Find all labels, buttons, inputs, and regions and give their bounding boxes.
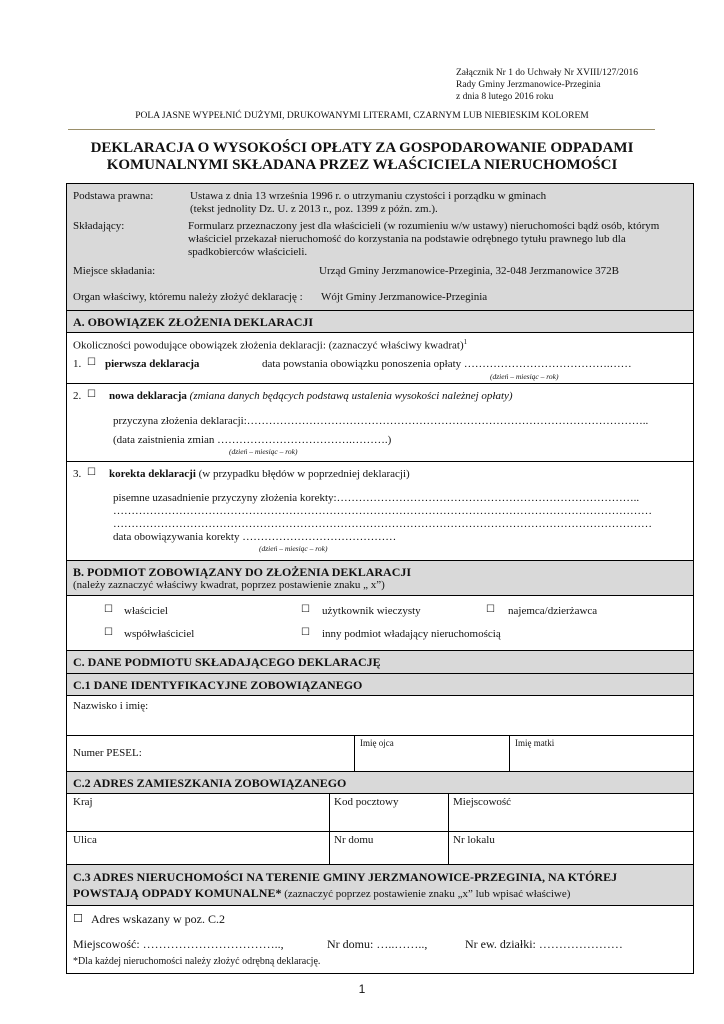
postal-code-field[interactable] [329,794,399,831]
correction-date-field[interactable]: data obowiązywania korekty …………………………………… [113,531,397,543]
house-number-field[interactable] [329,832,374,864]
option-number: 3. [73,468,82,480]
name-field[interactable] [67,696,693,736]
tenant-checkbox[interactable]: ☐ [486,604,495,615]
correction-note: (w przypadku błędów w poprzedniej deklaracji) [198,468,410,480]
header-line: Załącznik Nr 1 do Uchwały Nr XVIII/127/2016 [456,68,639,78]
title-line: KOMUNALNYMI SKŁADANA PRZEZ WŁAŚCICIELA NIERUCHOMOŚCI [106,157,618,173]
intro-section [67,184,693,311]
podstawa-value: (tekst jednolity Dz. U. z 2013 r., poz. 1399 z późn. zm.). [190,203,438,215]
section-c-heading: C. DANE PODMIOTU SKŁADAJĄCEGO DEKLARACJĘ [67,651,693,674]
parcel-number-field[interactable]: Nr ew. działki: ………………… [465,937,623,951]
change-date-field[interactable]: (data zaistnienia zmian ……………………………….……….) [113,434,392,446]
header-line: z dnia 8 lutego 2016 roku [456,92,554,102]
father-name-field[interactable] [354,736,394,771]
section-c1-heading: C.1 DANE IDENTYFIKACYJNE ZOBOWIĄZANEGO [67,674,693,696]
section-c3-heading [67,865,693,906]
new-declaration-note: (zmiana danych będących podstawą ustalenia wysokości należnej opłaty) [189,390,513,402]
postal-code-label: Kod pocztowy [334,796,399,808]
divider [68,129,655,130]
footnote-ref: 1 [463,338,468,346]
date-hint: (dzień – miesiąc – rok) [490,372,559,381]
street-label[interactable]: Ulica [73,834,97,846]
house-number-label: Nr domu [334,834,374,846]
section-b-title: B. PODMIOT ZOBOWIĄZANY DO ZŁOŻENIA DEKLARACJI [73,565,412,579]
section-c3-title: C.3 ADRES NIERUCHOMOŚCI NA TERENIE GMINY JERZMANOWICE-PRZEGINIA, NA KTÓREJ [73,870,618,884]
pesel-row [67,736,693,772]
correction-reason-field[interactable]: pisemne uzasadnienie przyczyny złożenia korekty:……………………………………………………………………….. [113,492,640,504]
owner-label: właściciel [124,605,168,617]
organ-label: Organ właściwy, któremu należy złożyć deklarację : [73,291,303,303]
other-entity-label: inny podmiot władający nieruchomością [322,628,501,640]
mother-name-field[interactable] [509,736,555,771]
section-c3-subtitle [73,886,570,901]
section-b-subtitle: (należy zaznaczyć właściwy kwadrat, poprzez postawienie znaku „ x”) [73,579,385,591]
correction-text [109,468,410,480]
correction-reason-line[interactable]: ………………………………………………………………………………………………………………………………… [113,505,652,517]
correction-label: korekta deklaracji [109,468,196,480]
country-label[interactable]: Kraj [73,796,93,808]
skladajacy-value: spadkobierców właścicieli. [188,246,308,258]
co-owner-label: współwłaściciel [124,628,195,640]
pesel-label[interactable]: Numer PESEL: [73,747,142,759]
name-label: Nazwisko i imię: [73,700,149,712]
podstawa-value: Ustawa z dnia 13 września 1996 r. o utrzymaniu czystości i porządku w gminach [190,190,547,202]
fill-instruction: POLA JASNE WYPEŁNIĆ DUŻYMI, DRUKOWANYMI LITERAMI, CZARNYM LUB NIEBIESKIM KOLOREM [135,111,589,121]
section-a-option-1 [67,333,693,384]
title-line: DEKLARACJA O WYSOKOŚCI OPŁATY ZA GOSPODAROWANIE ODPADAMI [90,140,634,156]
option-number: 1. [73,358,82,370]
correction-reason-line[interactable]: ………………………………………………………………………………………………………………………………… [113,518,652,530]
perpetual-user-checkbox[interactable]: ☐ [301,604,310,615]
circumstances-label: Okoliczności powodujące obowiązek złożenia deklaracji: (zaznaczyć właściwy kwadrat) [73,339,464,352]
address-row-2 [67,832,693,865]
city-label: Miejscowość [453,796,512,808]
perpetual-user-label: użytkownik wieczysty [322,605,421,617]
section-b-heading [67,561,693,596]
property-house-number-field[interactable]: Nr domu: …..…….., [327,937,428,951]
address-row-1 [67,794,693,832]
first-declaration-label: pierwsza deklaracja [105,358,200,370]
podstawa-label: Podstawa prawna: [73,190,154,202]
skladajacy-value: właściciel przekazał nieruchomość do korzystania na podstawie odrębnego tytułu prawnego lub dla [188,233,626,245]
section-a-option-2 [67,384,693,462]
miejsce-value: Urząd Gminy Jerzmanowice-Przeginia, 32-048 Jerzmanowice 372B [319,265,619,277]
same-address-checkbox[interactable]: ☐ [73,912,83,925]
change-reason-field[interactable]: przyczyna złożenia deklaracji:……………………………………………………………………………………………….. [113,415,649,427]
other-entity-checkbox[interactable]: ☐ [301,627,310,638]
skladajacy-label: Składający: [73,220,125,232]
same-address-label: Adres wskazany w poz. C.2 [91,912,225,926]
miejsce-label: Miejsce składania: [73,265,156,277]
obligation-date-field[interactable]: data powstania obowiązku ponoszenia opłaty ………………………………….…… [262,358,632,370]
page-title [60,140,664,174]
property-footnote: *Dla każdej nieruchomości należy złożyć odrębną deklarację. [73,956,321,967]
attachment-header [456,67,638,103]
new-declaration-checkbox[interactable]: ☐ [87,389,96,400]
co-owner-checkbox[interactable]: ☐ [104,627,113,638]
owner-checkbox[interactable]: ☐ [104,604,113,615]
header-line: Rady Gminy Jerzmanowice-Przeginia [456,80,601,90]
option-number: 2. [73,390,82,402]
new-declaration-text [109,390,513,402]
section-a-heading: A. OBOWIĄZEK ZŁOŻENIA DEKLARACJI [67,311,693,333]
section-c3-content [67,906,693,973]
organ-value: Wójt Gminy Jerzmanowice-Przeginia [321,291,488,303]
section-c3-instruction: (zaznaczyć poprzez postawienie znaku „x” lub wpisać właściwe) [284,888,571,900]
date-hint: (dzień – miesiąc – rok) [229,447,298,456]
correction-checkbox[interactable]: ☐ [87,467,96,478]
property-city-field[interactable]: Miejscowość: …………………………….., [73,937,284,951]
skladajacy-value: Formularz przeznaczony jest dla właścicieli (w rozumieniu w/w ustawy) nieruchomości bądź osób, którym [188,220,660,232]
father-name-label: Imię ojca [360,738,394,748]
section-c2-heading: C.2 ADRES ZAMIESZKANIA ZOBOWIĄZANEGO [67,772,693,794]
date-hint: (dzień – miesiąc – rok) [259,544,328,553]
declaration-form [66,183,694,974]
section-a-option-3 [67,462,693,561]
new-declaration-label: nowa deklaracja [109,390,187,402]
circumstances-text [73,338,467,352]
section-c3-title-line2: POWSTAJĄ ODPADY KOMUNALNE* [73,886,282,900]
apartment-number-field[interactable] [448,832,495,864]
page-number: 1 [358,982,366,996]
apartment-number-label: Nr lokalu [453,834,495,846]
mother-name-label: Imię matki [515,738,555,748]
section-b-options [67,596,693,651]
tenant-label: najemca/dzierżawca [508,605,598,617]
city-field[interactable] [448,794,512,831]
first-declaration-checkbox[interactable]: ☐ [87,357,96,368]
